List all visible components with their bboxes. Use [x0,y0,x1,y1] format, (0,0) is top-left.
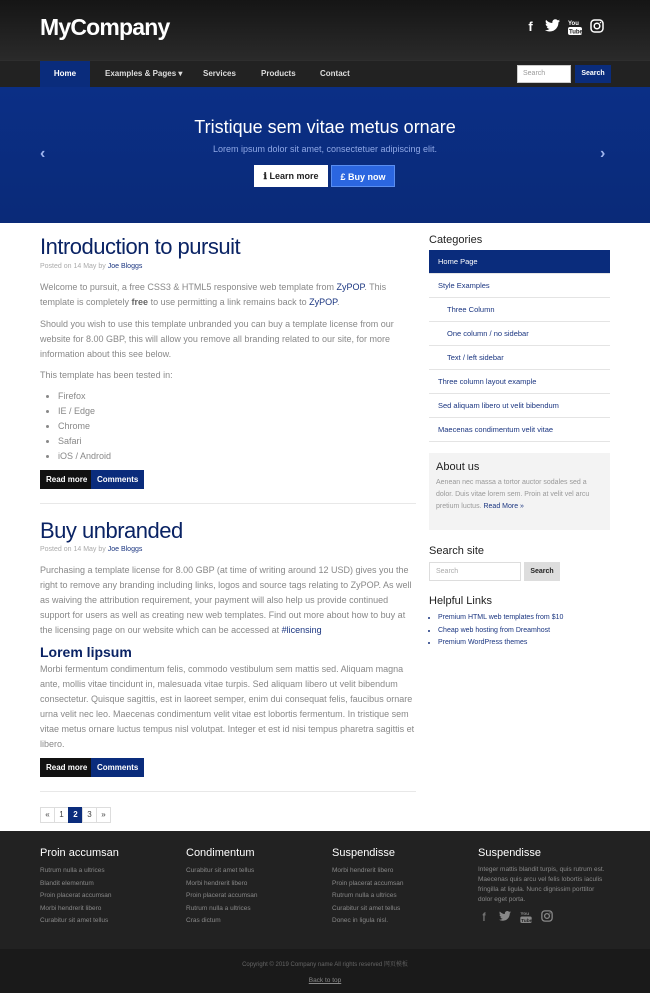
page-1[interactable]: 1 [54,807,69,823]
post-paragraph: This template has been tested in: [40,370,173,380]
svg-text:You: You [520,911,530,917]
comments-button[interactable]: Comments [91,470,144,489]
post-title[interactable]: Buy unbranded [40,518,183,543]
list-item: • iOS / Android [58,449,111,464]
post-paragraph: Morbi fermentum condimentum felis, commodo vestibulum sem mattis sed. Aliquam magna ante, mollis vitae tincidunt in, malesuada vitae turpis. Sed aliquam libero ut velit bibendum consectetur. Quisque sagittis, est in laoreet semper, enim dui consequat felis, faucibus ornare urna velit nec leo. Maecenas condimentum velit vitae est lobortis fermentum. In tristique sem vitae metus ornare luctus tempus nisl volutpat. Integer et est id nisi tempus pharetra sagittis et libero. [40,664,415,749]
footer-text: Integer mattis blandit turpis, quis rutrum est. Maecenas quis arcu vel felis lobortis iaculis fringilla at ligula. Nunc dignissim porttitor dolor eget porta. [478,866,605,903]
site-header [0,0,650,60]
footer-link[interactable]: Rutrum nulla a ultrices [332,892,397,899]
categories-heading: Categories [429,234,483,246]
youtube-icon[interactable] [567,19,582,34]
post-meta [40,546,142,553]
twitter-icon[interactable] [545,19,560,34]
site-footer [0,831,650,949]
footer-link[interactable]: Rutrum nulla a ultrices [40,867,105,874]
facebook-icon[interactable]: f [528,19,533,34]
nav-examples-pages[interactable]: Examples & Pages ▾ [105,69,183,78]
nav-home[interactable]: Home [40,61,90,88]
category-style-examples[interactable]: Style Examples [429,274,610,298]
svg-text:Tube: Tube [521,918,532,923]
about-read-more-link[interactable]: Read More » [483,503,524,510]
helpful-link-text[interactable]: Cheap web hosting from Dreamhost [438,626,551,634]
footer-link[interactable]: Rutrum nulla a ultrices [186,904,251,912]
instagram-icon[interactable] [541,910,553,926]
page-2-current[interactable]: 2 [68,807,83,823]
post-paragraph [40,563,416,638]
twitter-icon[interactable] [499,910,511,926]
category-sed-aliquam[interactable]: Sed aliquam libero ut velit bibendum [429,394,610,418]
page-next[interactable]: » [96,807,111,823]
footer-link[interactable]: Curabitur sit amet tellus [332,904,401,912]
helpful-links-list [438,612,563,650]
footer-bottom [0,949,650,993]
hero-banner [0,87,650,223]
helpful-link-text[interactable]: Premium HTML web templates from $10 [438,614,564,621]
page-prev[interactable]: « [40,807,55,823]
post-meta-date: Posted on 14 May by [40,546,106,553]
footer-heading: Suspendisse [332,847,395,859]
about-body: Aenean nec massa a tortor auctor sodales sed a dolor. Duis vitae lorem sem. Proin at velit vel arcu pretium luctus. [436,479,590,510]
svg-text:Tube: Tube [568,29,582,35]
social-links [523,19,604,34]
helpful-link[interactable] [438,637,563,650]
learn-more-button[interactable]: ℹ Learn more [254,165,328,187]
footer-link[interactable]: Donec in ligula nisl. [332,917,389,924]
helpful-link-text[interactable]: Premium WordPress themes [438,639,528,646]
footer-column [478,847,608,926]
category-one-column[interactable]: One column / no sidebar [429,322,610,346]
helpful-link[interactable] [438,612,563,625]
post-title[interactable]: Introduction to pursuit [40,234,241,259]
category-maecenas[interactable]: Maecenas condimentum velit vitae [429,418,610,442]
hero-subtitle: Lorem ipsum dolor sit amet, consectetuer adipiscing elit. [212,144,438,154]
helpful-link[interactable] [438,625,563,638]
footer-heading: Condimentum [186,847,255,859]
post-author-link[interactable]: Joe Bloggs [107,263,143,270]
footer-column [186,847,258,928]
pagination [40,807,110,823]
svg-text:You: You [567,21,579,27]
back-to-top-link[interactable]: Back to top [308,977,342,984]
list-item: • IE / Edge [58,404,111,419]
footer-column [40,847,119,928]
facebook-icon[interactable]: f [482,910,486,924]
post-author-link[interactable]: Joe Bloggs [107,546,143,553]
zypop-link[interactable]: ZyPOP [336,282,365,292]
browser-list [58,389,111,464]
about-heading: About us [436,461,480,473]
footer-link[interactable]: Blandit elementum [40,879,94,887]
category-text-left-sidebar[interactable]: Text / left sidebar [429,346,610,370]
nav-search-button[interactable]: Search [575,65,611,83]
instagram-icon[interactable] [589,19,604,34]
post-text: Welcome to pursuit, a free CSS3 & HTML5 responsive web template from [40,282,337,292]
category-three-column[interactable]: Three Column [429,298,610,322]
footer-link[interactable]: Curabitur sit amet tellus [186,867,255,874]
about-box [429,453,610,530]
nav-products[interactable]: Products [261,69,296,78]
post-text: to use permitting a link remains back to [148,297,310,307]
list-item: • Firefox [58,389,111,404]
comments-button[interactable]: Comments [91,758,144,777]
nav-services[interactable]: Services [203,69,236,78]
post-meta-date: Posted on 14 May by [40,263,106,270]
hero-prev-arrow[interactable]: ‹ [40,145,46,162]
read-more-button[interactable]: Read more [40,758,93,777]
licensing-link[interactable]: #licensing [281,625,322,635]
post-paragraph [40,280,416,310]
page-3[interactable]: 3 [82,807,97,823]
post-meta [40,263,142,270]
footer-heading: Proin accumsan [40,847,119,859]
footer-link[interactable]: Proin placerat accumsan [186,892,258,899]
footer-link[interactable]: Cras dictum [186,917,221,924]
hero-next-arrow[interactable]: › [600,145,606,162]
read-more-button[interactable]: Read more [40,470,93,489]
post-text: . [336,297,340,307]
footer-heading: Suspendisse [478,847,541,859]
post-bold-text: free [131,297,149,307]
copyright-text: Copyright © 2019 Company name All rights reserved 网页模板 [242,962,408,968]
post-paragraph: Should you wish to use this template unbranded you can buy a template license from our website for 8.00 GBP, this will allow you remove all branding related to our site, for more information about this see below. [40,319,394,359]
footer-link[interactable]: Morbi hendrerit libero [332,867,394,874]
post-text: Purchasing a template license for 8.00 GBP (at time of writing around 12 USD) gives you the right to remove any branding including links, logos and source tags relating to ZyPOP. As well as waiving the attribution requirement, your payment will also help us provide continued support for users as well as creating new web templates. Find out more about how to buy at the licensing page on our website which can be accessed at [40,565,412,635]
post-divider [40,503,416,504]
main-nav [0,60,650,87]
brand-logo[interactable]: MyCompany [40,14,170,40]
footer-column [332,847,404,928]
list-item: • Safari [58,434,111,449]
footer-link[interactable]: Proin placerat accumsan [40,892,112,899]
footer-link[interactable]: Morbi hendrerit libero [186,879,248,887]
footer-link[interactable]: Morbi hendrerit libero [40,904,102,912]
zypop-link[interactable]: ZyPOP [309,297,337,307]
youtube-icon[interactable] [520,910,532,926]
category-home-page[interactable]: Home Page [429,250,610,274]
search-heading: Search site [429,545,485,557]
footer-link[interactable]: Curabitur sit amet tellus [40,917,109,924]
sidebar-search-input[interactable]: Search [429,562,521,581]
post-subheading: Lorem lipsum [40,644,132,660]
about-text [436,477,603,513]
category-three-column-layout[interactable]: Three column layout example [429,370,610,394]
list-item: • Chrome [58,419,111,434]
post-text: . This template is completely [40,282,387,307]
footer-link[interactable]: Proin placerat accumsan [332,879,404,887]
helpful-links-heading: Helpful Links [429,595,492,607]
post-divider [40,791,416,792]
nav-contact[interactable]: Contact [320,69,350,78]
buy-now-button[interactable]: £ Buy now [331,165,395,187]
footer-social [478,910,608,926]
hero-title: Tristique sem vitae metus ornare [194,117,456,137]
sidebar-search-button[interactable]: Search [524,562,560,581]
nav-search-input[interactable]: Search [517,65,571,83]
